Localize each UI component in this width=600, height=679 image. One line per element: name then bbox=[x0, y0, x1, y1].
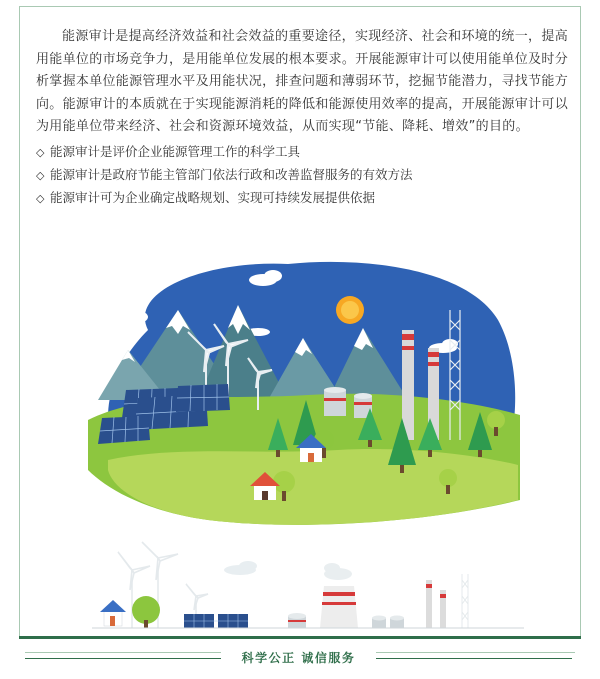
footer-rule-right bbox=[376, 658, 572, 659]
storage-tank-icon bbox=[288, 613, 306, 628]
footer-slogan: 科学公正 诚信服务 bbox=[221, 650, 376, 666]
bullet-list bbox=[36, 141, 568, 210]
bottom-scenery-illustration bbox=[92, 540, 524, 632]
cooling-tower-icon bbox=[320, 586, 358, 628]
lattice-tower-icon bbox=[462, 574, 468, 628]
bullet-item bbox=[36, 187, 568, 210]
solar-panel-icon bbox=[98, 416, 150, 444]
storage-tank-icon bbox=[372, 616, 404, 629]
card-bottom-rule bbox=[19, 636, 581, 639]
solar-panel-icon bbox=[176, 384, 230, 412]
storage-tank-icon bbox=[324, 387, 346, 416]
cloud-icon bbox=[224, 561, 257, 575]
cloud-icon bbox=[112, 311, 148, 328]
factory-chimney-icon bbox=[426, 580, 446, 628]
intro-paragraph: 能源审计是提高经济效益和社会效益的重要途径，实现经济、社会和环境的统一，提高用能单位的市场竞争力，是用能单位发展的根本要求。开展能源审计可以使用能单位及时分析掌握本单位能源管理水平及用能状况，排查问题和薄弱环节，挖掘节能潜力，寻找节能方向。能源审计的本质就在于实现能源消耗的降低和能源使用效率的提高，开展能源审计可以为用能单位带来经济、社会和资源环境效益，从而实现“节能、降耗、增效”的目的。 bbox=[36, 29, 569, 135]
steam-cloud-icon bbox=[324, 563, 352, 580]
factory-chimney-icon bbox=[402, 330, 414, 440]
bullet-item bbox=[36, 141, 568, 164]
bullet-item bbox=[36, 164, 568, 187]
diamond-bullet-icon: ◇ bbox=[36, 145, 45, 159]
solar-panel-icon bbox=[184, 614, 248, 628]
article-body bbox=[36, 26, 568, 210]
bullet-text: 能源审计可为企业确定战略规划、实现可持续发展提供依据 bbox=[50, 189, 376, 205]
diamond-bullet-icon: ◇ bbox=[36, 168, 45, 182]
clean-energy-illustration bbox=[88, 250, 520, 540]
bullet-text: 能源审计是评价企业能源管理工作的科学工具 bbox=[50, 143, 301, 159]
footer-rule-left bbox=[25, 658, 221, 659]
house-icon bbox=[100, 600, 126, 626]
round-tree-icon bbox=[132, 596, 160, 628]
diamond-bullet-icon: ◇ bbox=[36, 191, 45, 205]
bullet-text: 能源审计是政府节能主管部门依法行政和改善监督服务的有效方法 bbox=[50, 166, 413, 182]
